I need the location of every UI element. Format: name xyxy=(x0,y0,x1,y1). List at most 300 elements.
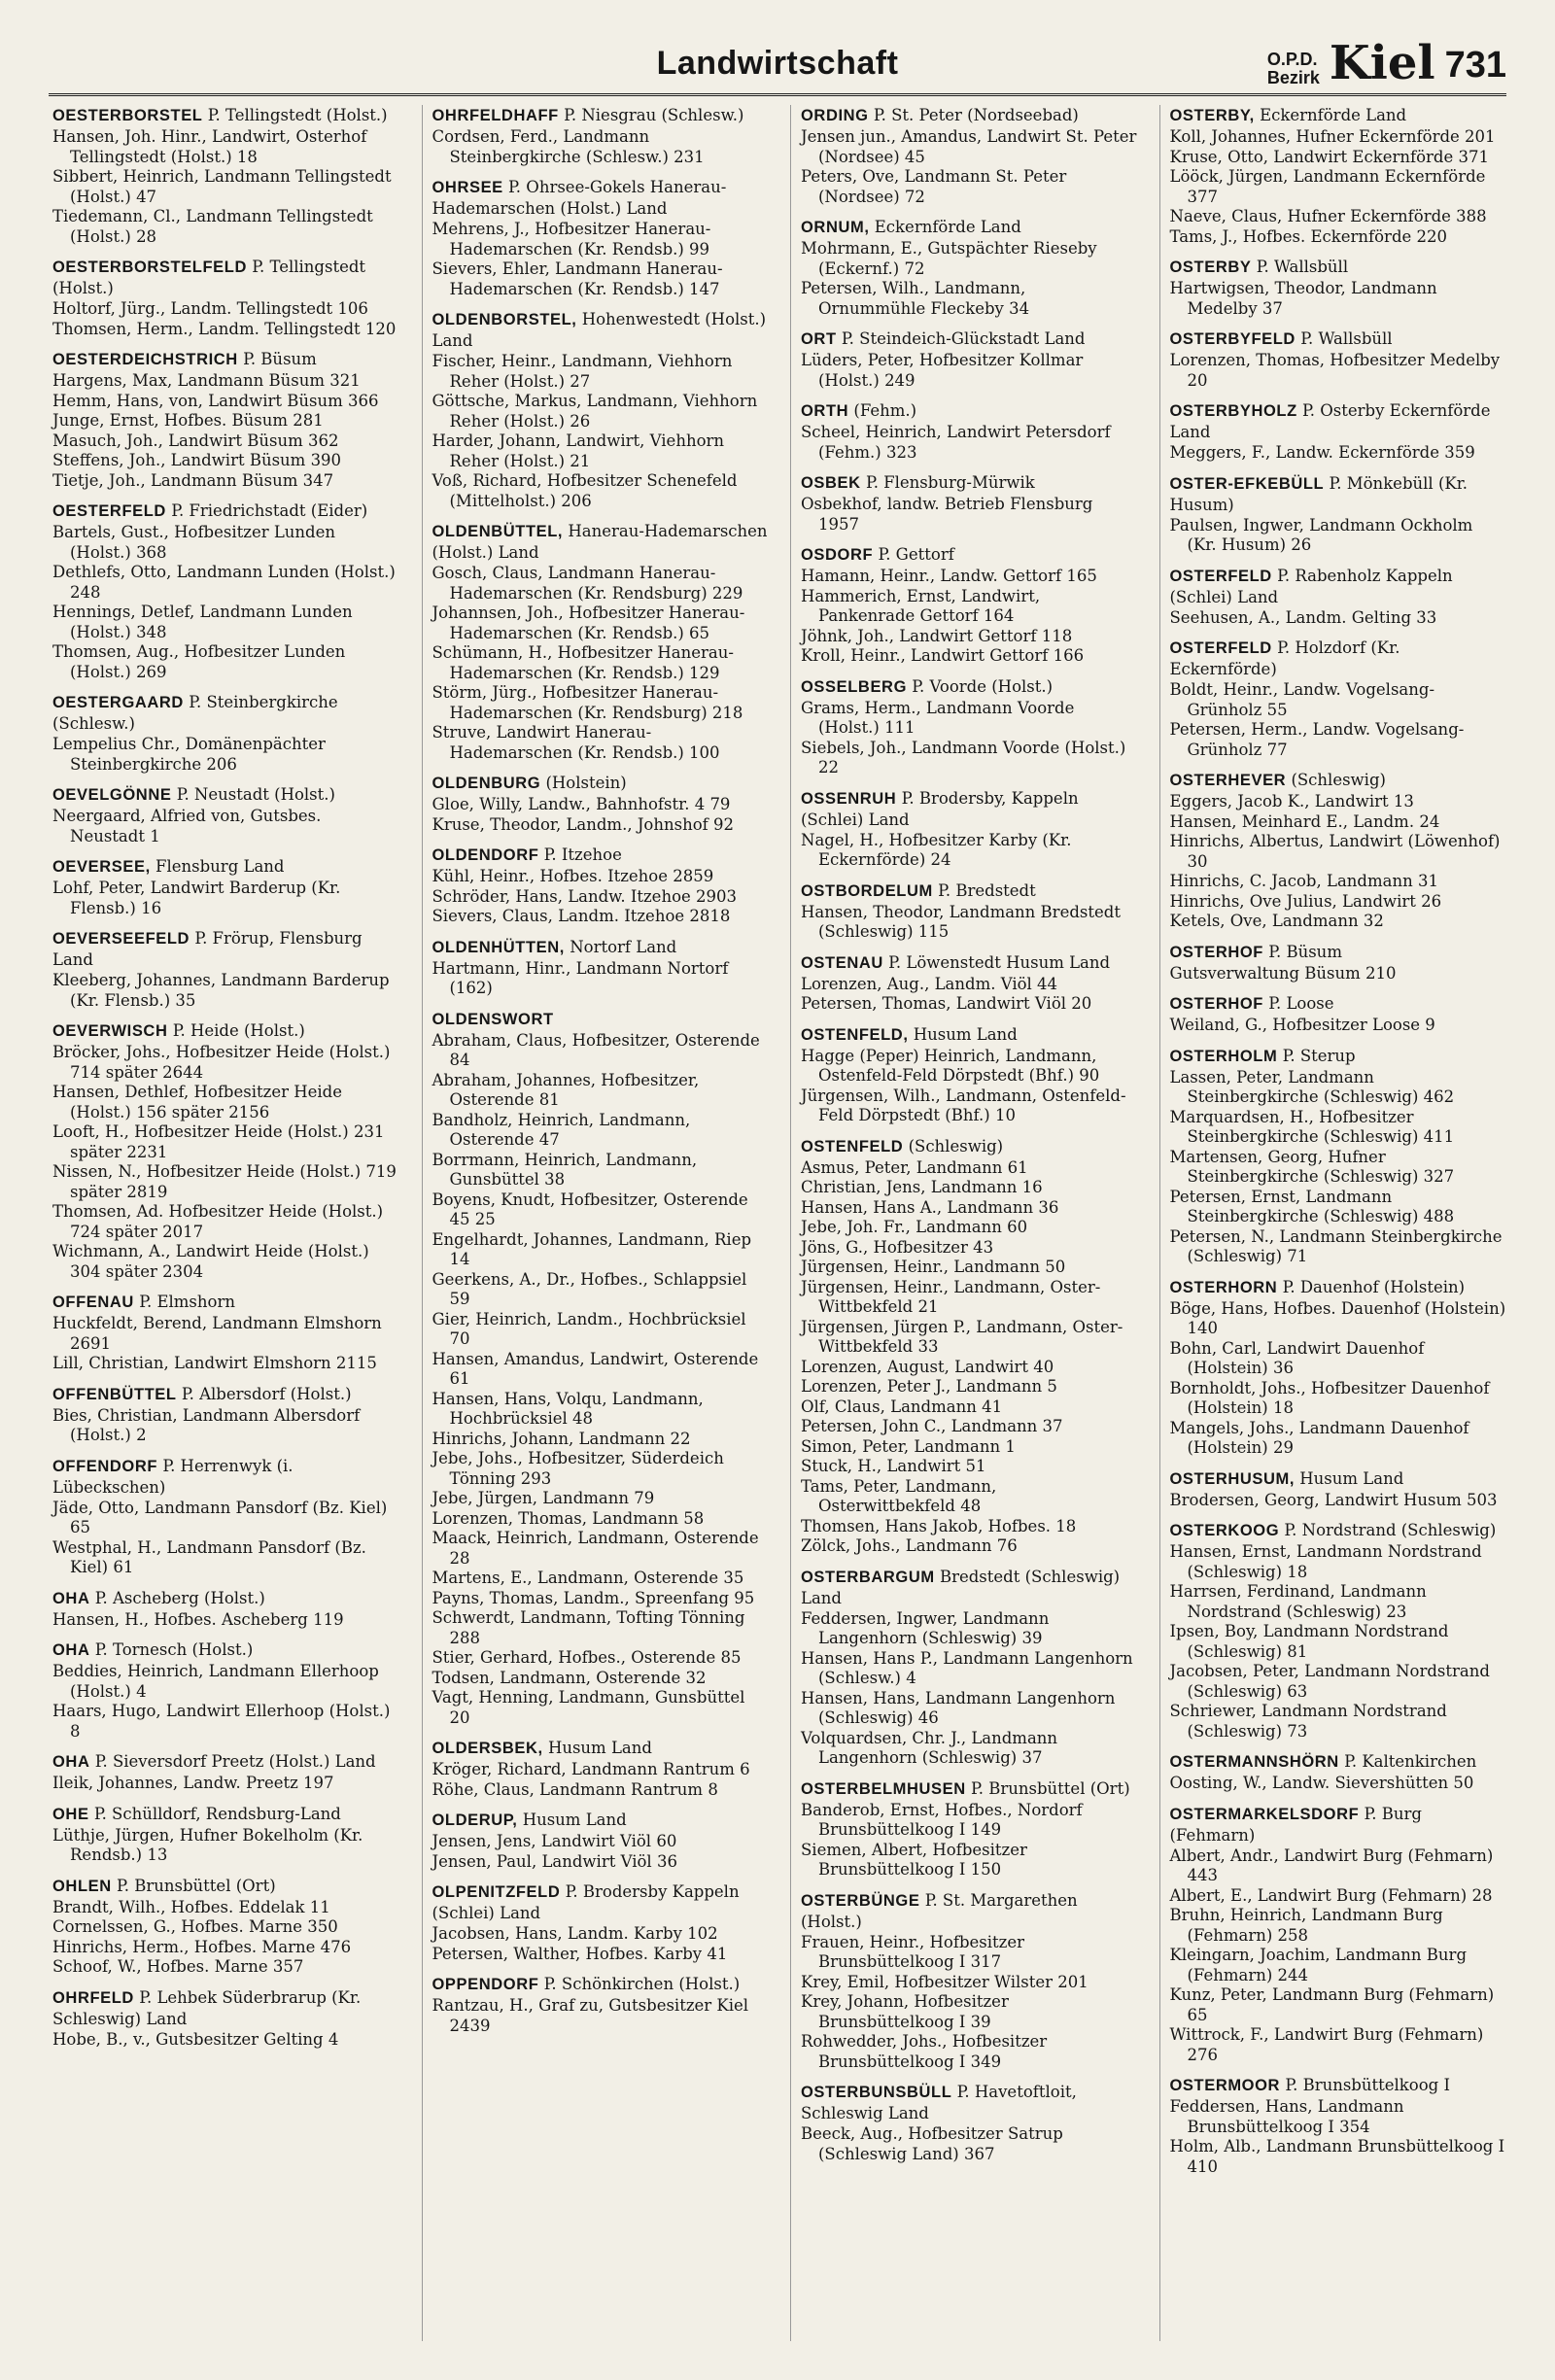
directory-entry: Scheel, Heinrich, Landwirt Petersdorf (Fehm.) 323 xyxy=(801,423,1116,462)
place-section xyxy=(1170,993,1507,1036)
directory-entry: Jacobsen, Peter, Landmann Nordstrand (Schleswig) 63 xyxy=(1169,1662,1496,1701)
place-name: OLDENBORSTEL, xyxy=(432,311,577,328)
directory-entry: Fischer, Heinr., Landmann, Viehhorn Reher (Holst.) 27 xyxy=(432,352,738,391)
place-section xyxy=(1170,1046,1507,1267)
directory-entry: Ileik, Johannes, Landw. Preetz 197 xyxy=(52,1774,334,1792)
place-section xyxy=(52,928,400,1011)
place-heading xyxy=(432,937,770,958)
directory-entry: Cordsen, Ferd., Landmann Steinbergkirche (Schlesw.) 231 xyxy=(432,127,705,166)
place-section xyxy=(801,952,1138,1015)
directory-entry: Vagt, Henning, Landmann, Gunsbüttel 20 xyxy=(432,1688,750,1727)
directory-entry: Hansen, Meinhard E., Landm. 24 xyxy=(1169,811,1440,831)
directory-entry: Naeve, Claus, Hufner Eckernförde 388 xyxy=(1169,207,1487,225)
place-heading xyxy=(801,952,1138,974)
directory-entry: Abraham, Claus, Hofbesitzer, Osterende 84 xyxy=(432,1030,766,1069)
directory-entry: Struve, Landwirt Hanerau-Hademarschen (Kr. Rendsb.) 100 xyxy=(432,723,720,762)
directory-entry: Schoof, W., Hofbes. Marne 357 xyxy=(52,1957,304,1976)
directory-entry: Hinrichs, Albertus, Landwirt (Löwenhof) 30 xyxy=(1169,832,1505,871)
place-section xyxy=(432,105,770,167)
directory-entry: Hinrichs, Ove Julius, Landwirt 26 xyxy=(1169,891,1442,911)
place-name: OEVERSEE, xyxy=(52,858,151,876)
place-postal: P. Herrenwyk (i. Lübeckschen) xyxy=(52,1456,294,1497)
place-section xyxy=(432,177,770,299)
place-section xyxy=(432,309,770,511)
directory-entry: Geerkens, A., Dr., Hofbes., Schlappsiel 59 xyxy=(432,1269,752,1308)
place-postal: P. Büsum xyxy=(243,350,317,368)
directory-entry: Lorenzen, August, Landwirt 40 xyxy=(801,1357,1054,1376)
directory-entry: Petersen, Ernst, Landmann Steinbergkirche (Schleswig) 488 xyxy=(1169,1187,1455,1225)
directory-entry: Paulsen, Ingwer, Landmann Ockholm (Kr. Husum) 26 xyxy=(1169,515,1478,554)
directory-entry: Krey, Emil, Hofbesitzer Wilster 201 xyxy=(801,1972,1088,1991)
place-postal: P. Osterby Eckernförde Land xyxy=(1169,401,1491,441)
place-name: OSTERKOOG xyxy=(1169,1522,1280,1539)
place-section xyxy=(801,788,1138,871)
place-postal: (Fehm.) xyxy=(853,401,917,420)
place-section xyxy=(801,1136,1138,1557)
place-heading xyxy=(432,1009,770,1030)
directory-entry: Hansen, Hans A., Landmann 36 xyxy=(801,1197,1059,1217)
place-name: OEVELGÖNNE xyxy=(52,786,172,804)
directory-entry: Kruse, Otto, Landwirt Eckernförde 371 xyxy=(1169,147,1489,166)
place-section xyxy=(52,1987,400,2051)
place-name: OLDERUP, xyxy=(432,1811,518,1829)
directory-entry: Hartwigsen, Theodor, Landmann Medelby 37 xyxy=(1169,279,1442,318)
place-name: OHA xyxy=(52,1589,90,1607)
directory-entry: Meggers, F., Landw. Eckernförde 359 xyxy=(1169,443,1475,462)
directory-entry: Borrmann, Heinrich, Landmann, Gunsbüttel 38 xyxy=(432,1150,703,1189)
place-section xyxy=(801,544,1138,667)
place-postal: P. Tellingstedt (Holst.) xyxy=(52,258,366,297)
place-section xyxy=(432,1810,770,1872)
place-section xyxy=(1170,1520,1507,1742)
directory-entry: Feddersen, Hans, Landmann Brunsbüttelkoog I 354 xyxy=(1169,2097,1409,2136)
place-heading xyxy=(1170,400,1507,442)
directory-entry: Hobe, B., v., Gutsbesitzer Gelting 4 xyxy=(52,2029,339,2049)
place-postal: Eckernförde Land xyxy=(874,218,1021,236)
directory-entry: Dethlefs, Otto, Landmann Lunden (Holst.) 248 xyxy=(52,563,401,602)
directory-entry: Kühl, Heinr., Hofbes. Itzehoe 2859 xyxy=(432,867,714,885)
place-name: OSTERHOF xyxy=(1169,943,1263,961)
directory-entry: Stier, Gerhard, Hofbes., Osterende 85 xyxy=(432,1648,742,1667)
place-heading xyxy=(1170,993,1507,1015)
directory-entry: Grams, Herm., Landmann Voorde (Holst.) 111 xyxy=(801,698,1080,737)
place-name: ORDING xyxy=(801,107,869,124)
place-heading xyxy=(801,400,1138,422)
directory-entry: Hinrichs, Johann, Landmann 22 xyxy=(432,1429,691,1448)
place-postal: P. Niesgrau (Schlesw.) xyxy=(564,106,744,124)
directory-entry: Stuck, H., Landwirt 51 xyxy=(801,1457,986,1475)
column-1 xyxy=(52,105,400,2341)
place-section xyxy=(52,1456,400,1578)
directory-entry: Lorenzen, Peter J., Landmann 5 xyxy=(801,1377,1057,1396)
place-name: OSTERHEVER xyxy=(1169,772,1287,789)
directory-entry: Lohf, Peter, Landwirt Barderup (Kr. Flensb.) 16 xyxy=(52,879,346,917)
place-postal: P. Flensburg-Mürwik xyxy=(865,473,1035,492)
place-name: OSDORF xyxy=(801,546,874,564)
directory-entry: Harrsen, Ferdinand, Landmann Nordstrand (Schleswig) 23 xyxy=(1169,1582,1432,1621)
directory-entry: Rohwedder, Johs., Hofbesitzer Brunsbüttelkoog I 349 xyxy=(801,2032,1053,2071)
place-postal: Eckernförde Land xyxy=(1260,106,1407,124)
place-postal: P. Lehbek Süderbrarup (Kr. Schleswig) Land xyxy=(52,1987,362,2028)
directory-entry: Jürgensen, Jürgen P., Landmann, Oster-Wittbekfeld 33 xyxy=(801,1317,1123,1356)
place-postal: P. Sterup xyxy=(1282,1046,1356,1065)
directory-entry: Nissen, N., Hofbesitzer Heide (Holst.) 719 später 2819 xyxy=(52,1162,402,1201)
directory-entry: Jacobsen, Hans, Landm. Karby 102 xyxy=(432,1924,718,1943)
place-heading xyxy=(801,472,1138,494)
directory-entry: Christian, Jens, Landmann 16 xyxy=(801,1178,1043,1196)
place-postal: Husum Land xyxy=(1299,1468,1404,1488)
directory-entry: Mangels, Johs., Landmann Dauenhof (Holstein) 29 xyxy=(1169,1418,1474,1457)
place-postal: P. Gettorf xyxy=(878,545,954,564)
directory-entry: Lassen, Peter, Landmann Steinbergkirche (Schleswig) 462 xyxy=(1169,1067,1455,1106)
place-heading xyxy=(801,105,1138,126)
place-postal: (Holstein) xyxy=(545,774,627,792)
column-2 xyxy=(422,105,770,2341)
directory-entry: Thomsen, Herm., Landm. Tellingstedt 120 xyxy=(52,319,397,338)
place-name: OSTERBARGUM xyxy=(801,1568,935,1586)
place-heading xyxy=(1170,1046,1507,1067)
directory-entry: Tiedemann, Cl., Landmann Tellingstedt (Holst.) 28 xyxy=(52,207,379,246)
directory-entry: Kroll, Heinr., Landwirt Gettorf 166 xyxy=(801,646,1085,665)
place-postal: P. Elmshorn xyxy=(139,1293,235,1311)
place-heading xyxy=(52,1987,400,2029)
place-postal: P. Wallsbüll xyxy=(1300,329,1393,348)
directory-entry: Simon, Peter, Landmann 1 xyxy=(801,1436,1016,1456)
place-name: OSTERBYFELD xyxy=(1169,330,1296,348)
directory-entry: Tietje, Joh., Landmann Büsum 347 xyxy=(52,470,334,490)
directory-entry: Sievers, Claus, Landm. Itzehoe 2818 xyxy=(432,907,731,925)
place-heading xyxy=(1170,105,1507,126)
place-name: OESTERBORSTEL xyxy=(52,107,203,124)
place-name: OFFENAU xyxy=(52,1293,134,1311)
place-heading xyxy=(52,105,400,126)
page-header xyxy=(49,36,1506,96)
directory-entry: Lempelius Chr., Domänenpächter Steinbergkirche 206 xyxy=(52,735,331,774)
directory-entry: Sievers, Ehler, Landmann Hanerau-Hademarschen (Kr. Rendsb.) 147 xyxy=(432,259,723,298)
place-section xyxy=(1170,400,1507,464)
place-postal: P. Büsum xyxy=(1268,942,1342,961)
place-heading xyxy=(801,676,1138,698)
directory-entry: Holtorf, Jürg., Landm. Tellingstedt 106 xyxy=(52,299,368,318)
directory-entry: Marquardsen, H., Hofbesitzer Steinbergkirche (Schleswig) 411 xyxy=(1169,1107,1455,1146)
place-postal: P. Rabenholz Kappeln (Schlei) Land xyxy=(1169,566,1453,606)
place-section xyxy=(432,1881,770,1964)
directory-entry: Hinrichs, Herm., Hofbes. Marne 476 xyxy=(52,1937,352,1956)
place-heading xyxy=(801,217,1138,238)
directory-entry: Böge, Hans, Hofbes. Dauenhof (Holstein) 140 xyxy=(1169,1298,1511,1337)
place-name: OHE xyxy=(52,1805,89,1823)
place-name: OPPENDORF xyxy=(432,1976,539,1993)
place-postal: P. Steindeich-Glückstadt Land xyxy=(841,329,1086,348)
directory-entry: Cornelssen, G., Hofbes. Marne 350 xyxy=(52,1917,338,1936)
place-heading xyxy=(432,105,770,126)
place-heading xyxy=(801,328,1138,350)
directory-entry: Thomsen, Ad. Hofbesitzer Heide (Holst.) 724 später 2017 xyxy=(52,1202,389,1241)
directory-entry: Neergaard, Alfried von, Gutsbes. Neustadt 1 xyxy=(52,807,327,845)
place-postal: P. Brunsbüttelkoog I xyxy=(1285,2076,1450,2094)
directory-entry: Hartmann, Hinr., Landmann Nortorf (162) xyxy=(432,958,734,997)
place-section xyxy=(52,856,400,918)
directory-entry: Johannsen, Joh., Hofbesitzer Hanerau-Hademarschen (Kr. Rendsb.) 65 xyxy=(432,604,745,642)
directory-entry: Bornholdt, Johs., Hofbesitzer Dauenhof (Holstein) 18 xyxy=(1169,1378,1495,1417)
directory-entry: Seehusen, A., Landm. Gelting 33 xyxy=(1169,607,1437,627)
place-heading xyxy=(801,2082,1138,2123)
directory-entry: Krey, Johann, Hofbesitzer Brunsbüttelkoog I 39 xyxy=(801,1992,1015,2031)
directory-entry: Kruse, Theodor, Landm., Johnshof 92 xyxy=(432,814,734,834)
place-name: OSTERHUSUM, xyxy=(1169,1469,1296,1488)
place-name: OLDENDORF xyxy=(432,846,539,864)
directory-entry: Ketels, Ove, Landmann 32 xyxy=(1169,912,1384,930)
directory-entry: Hansen, Hans P., Landmann Langenhorn (Schlesw.) 4 xyxy=(801,1648,1138,1687)
place-name: OSTERBÜNGE xyxy=(801,1891,920,1910)
place-section xyxy=(52,1588,400,1631)
directory-entry: Hansen, Dethlef, Hofbesitzer Heide (Holst.) 156 später 2156 xyxy=(52,1083,348,1121)
place-section xyxy=(801,472,1138,535)
place-heading xyxy=(1170,770,1507,791)
directory-entry: Schröder, Hans, Landw. Itzehoe 2903 xyxy=(432,886,737,906)
place-postal: P. Dauenhof (Holstein) xyxy=(1282,1277,1466,1296)
directory-entry: Banderob, Ernst, Hofbes., Nordorf Brunsbüttelkoog I 149 xyxy=(801,1800,1088,1839)
place-name: OSTERHOLM xyxy=(1169,1047,1278,1065)
place-heading xyxy=(801,544,1138,566)
directory-entry: Hansen, Amandus, Landwirt, Osterende 61 xyxy=(432,1349,764,1388)
directory-entry: Feddersen, Ingwer, Landmann Langenhorn (Schleswig) 39 xyxy=(801,1608,1054,1647)
place-name: OSTER-EFKEBÜLL xyxy=(1169,474,1325,493)
directory-entry: Koll, Johannes, Hufner Eckernförde 201 xyxy=(1169,127,1496,146)
place-heading xyxy=(432,309,770,351)
place-postal: P. Schönkirchen (Holst.) xyxy=(543,1975,741,1993)
place-heading xyxy=(52,1292,400,1313)
directory-entry: Kunz, Peter, Landmann Burg (Fehmarn) 65 xyxy=(1169,1985,1500,2024)
directory-entry: Hansen, Theodor, Landmann Bredstedt (Schleswig) 115 xyxy=(801,902,1126,941)
place-postal: P. Heide (Holst.) xyxy=(172,1021,305,1040)
directory-entry: Lill, Christian, Landwirt Elmshorn 2115 xyxy=(52,1354,377,1372)
place-name: OSSENRUH xyxy=(801,789,897,808)
directory-entry: Siemen, Albert, Hofbesitzer Brunsbüttelkoog I 150 xyxy=(801,1840,1033,1879)
place-section xyxy=(801,400,1138,463)
place-heading xyxy=(1170,942,1507,963)
place-postal: P. Voorde (Holst.) xyxy=(912,676,1054,696)
place-name: OSTERHORN xyxy=(1169,1278,1278,1296)
place-postal: Nortorf Land xyxy=(570,937,677,956)
place-section xyxy=(1170,257,1507,319)
place-heading xyxy=(1170,328,1507,350)
directory-entry: Lorenzen, Thomas, Hofbesitzer Medelby 20 xyxy=(1169,351,1505,390)
directory-entry: Maack, Heinrich, Landmann, Osterende 28 xyxy=(432,1529,764,1568)
directory-entry: Olf, Claus, Landmann 41 xyxy=(801,1397,1003,1416)
place-postal: P. St. Margarethen (Holst.) xyxy=(801,1890,1078,1931)
directory-entry: Looft, H., Hofbesitzer Heide (Holst.) 231 später 2231 xyxy=(52,1122,390,1161)
place-heading xyxy=(52,1876,400,1897)
directory-entry: Masuch, Joh., Landwirt Büsum 362 xyxy=(52,431,339,450)
place-heading xyxy=(1170,566,1507,607)
directory-entry: Siebels, Joh., Landmann Voorde (Holst.) 22 xyxy=(801,738,1131,776)
place-heading xyxy=(52,500,400,522)
place-section xyxy=(1170,473,1507,556)
place-name: OHRFELD xyxy=(52,1988,134,2007)
place-heading xyxy=(52,692,400,734)
directory-entry: Gutsverwaltung Büsum 210 xyxy=(1169,963,1397,983)
place-name: OLDENSWORT xyxy=(432,1010,554,1028)
directory-entry: Lorenzen, Aug., Landm. Viöl 44 xyxy=(801,974,1058,993)
directory-entry: Schümann, H., Hofbesitzer Hanerau-Hademarschen (Kr. Rendsb.) 129 xyxy=(432,643,734,682)
directory-entry: Lorenzen, Thomas, Landmann 58 xyxy=(432,1508,705,1528)
directory-entry: Hansen, H., Hofbes. Ascheberg 119 xyxy=(52,1609,344,1629)
place-section xyxy=(432,773,770,835)
place-name: OFFENDORF xyxy=(52,1457,158,1475)
directory-entry: Lööck, Jürgen, Landmann Eckernförde 377 xyxy=(1169,167,1491,206)
place-section xyxy=(801,676,1138,778)
place-heading xyxy=(1170,1277,1507,1298)
directory-entry: Zölck, Johs., Landmann 76 xyxy=(801,1536,1018,1555)
place-name: OSTBORDELUM xyxy=(801,881,933,900)
place-heading xyxy=(52,1588,400,1609)
directory-entry: Röhe, Claus, Landmann Rantrum 8 xyxy=(432,1779,718,1799)
place-name: OFFENBÜTTEL xyxy=(52,1385,177,1403)
directory-entry: Abraham, Johannes, Hofbesitzer, Osterende 81 xyxy=(432,1070,705,1109)
directory-entry: Jöns, G., Hofbesitzer 43 xyxy=(801,1237,994,1257)
directory-entry: Peters, Ove, Landmann St. Peter (Nordsee) 72 xyxy=(801,167,1072,206)
place-heading xyxy=(52,1751,400,1773)
place-heading xyxy=(801,1778,1138,1800)
directory-entry: Hagge (Peper) Heinrich, Landmann, Ostenfeld-Feld Dörpstedt (Bhf.) 90 xyxy=(801,1046,1102,1085)
directory-entry: Boyens, Knudt, Hofbesitzer, Osterende 45 25 xyxy=(432,1190,753,1228)
place-section xyxy=(1170,105,1507,247)
place-section xyxy=(52,1751,400,1794)
place-section xyxy=(432,1738,770,1800)
place-name: OSTERHOF xyxy=(1169,995,1263,1013)
place-heading xyxy=(432,845,770,866)
place-postal: P. Ohrsee-Gokels Hanerau-Hademarschen (Holst.) Land xyxy=(432,178,727,218)
place-name: OLDERSBEK, xyxy=(432,1740,543,1757)
place-section xyxy=(801,1024,1138,1126)
directory-entry: Brodersen, Georg, Landwirt Husum 503 xyxy=(1169,1490,1498,1509)
directory-columns xyxy=(52,105,1511,2341)
place-section xyxy=(801,105,1142,207)
place-section xyxy=(52,1020,400,1282)
directory-entry: Petersen, N., Landmann Steinbergkirche (Schleswig) 71 xyxy=(1169,1226,1507,1265)
directory-entry: Frauen, Heinr., Hofbesitzer Brunsbüttelkoog I 317 xyxy=(801,1932,1030,1971)
place-section xyxy=(432,845,770,927)
place-heading xyxy=(1170,1751,1507,1773)
directory-entry: Petersen, John C., Landmann 37 xyxy=(801,1417,1063,1435)
place-name: OSTERMANNSHÖRN xyxy=(1169,1753,1339,1771)
place-postal: Hanerau-Hademarschen (Holst.) Land xyxy=(432,522,768,562)
place-heading xyxy=(52,349,400,370)
place-heading xyxy=(1170,2075,1507,2096)
place-heading xyxy=(801,1136,1138,1157)
place-name: OLDENBURG xyxy=(432,775,541,792)
place-section xyxy=(1170,328,1507,391)
place-name: OESTERFELD xyxy=(52,502,166,520)
place-heading xyxy=(52,1804,400,1825)
directory-entry: Mehrens, J., Hofbesitzer Hanerau-Hademarschen (Kr. Rendsb.) 99 xyxy=(432,220,711,259)
directory-entry: Tams, J., Hofbes. Eckernförde 220 xyxy=(1169,226,1448,246)
place-heading xyxy=(1170,1468,1507,1490)
place-heading xyxy=(52,784,400,806)
directory-entry: Jebe, Joh. Fr., Landmann 60 xyxy=(801,1218,1028,1236)
directory-entry: Bies, Christian, Landmann Albersdorf (Holst.) 2 xyxy=(52,1405,365,1444)
place-postal: P. Brunsbüttel (Ort) xyxy=(117,1876,276,1895)
directory-entry: Gloe, Willy, Landw., Bahnhofstr. 4 79 xyxy=(432,795,731,813)
place-heading xyxy=(801,788,1138,830)
place-postal: P. Albersdorf (Holst.) xyxy=(181,1384,352,1403)
place-postal: P. Wallsbüll xyxy=(1256,258,1349,276)
place-section xyxy=(1170,1751,1507,1794)
place-heading xyxy=(432,1738,770,1759)
directory-entry: Kleingarn, Joachim, Landmann Burg (Fehmarn) 244 xyxy=(1169,1946,1472,1984)
directory-entry: Sibbert, Heinrich, Landmann Tellingstedt (Holst.) 47 xyxy=(52,167,397,206)
directory-entry: Jensen, Jens, Landwirt Viöl 60 xyxy=(432,1832,677,1850)
directory-entry: Tams, Peter, Landmann, Osterwittbekfeld 48 xyxy=(801,1476,1002,1515)
place-section xyxy=(801,1778,1138,1880)
directory-entry: Eggers, Jacob K., Landwirt 13 xyxy=(1169,792,1414,811)
place-section xyxy=(801,328,1138,391)
place-section xyxy=(432,521,770,763)
place-postal: Hohenwestedt (Holst.) Land xyxy=(432,310,767,350)
directory-entry: Harder, Johann, Landwirt, Viehhorn Reher (Holst.) 21 xyxy=(432,431,730,470)
place-section xyxy=(1170,566,1507,629)
directory-entry: Lüthje, Jürgen, Hufner Bokelholm (Kr. Rendsb.) 13 xyxy=(52,1825,368,1864)
directory-entry: Kleeberg, Johannes, Landmann Barderup (Kr. Flensb.) 35 xyxy=(52,971,395,1010)
place-heading xyxy=(52,257,400,298)
directory-entry: Petersen, Walther, Hofbes. Karby 41 xyxy=(432,1944,728,1963)
directory-entry: Bröcker, Johs., Hofbesitzer Heide (Holst.) 714 später 2644 xyxy=(52,1043,396,1082)
place-heading xyxy=(52,1639,400,1661)
place-name: OSTERMOOR xyxy=(1169,2077,1281,2094)
directory-entry: Jensen, Paul, Landwirt Viöl 36 xyxy=(432,1851,677,1871)
directory-entry: Jebe, Jürgen, Landmann 79 xyxy=(432,1489,655,1507)
directory-entry: Jäde, Otto, Landmann Pansdorf (Bz. Kiel) 65 xyxy=(52,1498,393,1536)
directory-entry: Ipsen, Boy, Landmann Nordstrand (Schleswig) 81 xyxy=(1169,1622,1454,1661)
place-name: OLDENHÜTTEN, xyxy=(432,938,565,956)
directory-entry: Gier, Heinrich, Landm., Hochbrücksiel 70 xyxy=(432,1309,751,1348)
place-heading xyxy=(1170,638,1507,679)
place-postal: P. Löwenstedt Husum Land xyxy=(888,952,1111,972)
place-postal: Flensburg Land xyxy=(156,857,285,876)
page-number: 731 xyxy=(1444,45,1506,86)
place-name: OHRFELDHAFF xyxy=(432,107,559,124)
place-section xyxy=(801,2082,1138,2164)
place-section xyxy=(801,1567,1138,1769)
place-name: OESTERBORSTELFELD xyxy=(52,259,247,276)
district-city: Kiel xyxy=(1329,36,1435,90)
place-postal: P. Bredstedt xyxy=(938,880,1036,900)
place-postal: P. Brunsbüttel (Ort) xyxy=(971,1778,1130,1798)
place-section xyxy=(52,1804,400,1866)
place-section xyxy=(52,1876,400,1978)
place-section xyxy=(1169,1277,1511,1459)
place-postal: P. Frörup, Flensburg Land xyxy=(52,929,363,969)
directory-entry: Hansen, Hans, Landmann Langenhorn (Schleswig) 46 xyxy=(801,1688,1121,1727)
directory-entry: Todsen, Landmann, Osterende 32 xyxy=(432,1668,707,1687)
section-title: Landwirtschaft xyxy=(656,45,899,82)
place-name: OSTERBYHOLZ xyxy=(1169,402,1297,420)
directory-entry: Gosch, Claus, Landmann Hanerau-Hademarschen (Kr. Rendsburg) 229 xyxy=(432,564,743,603)
directory-entry: Mohrmann, E., Gutspächter Rieseby (Eckernf.) 72 xyxy=(801,239,1102,278)
directory-entry: Junge, Ernst, Hofbes. Büsum 281 xyxy=(52,411,324,430)
place-name: OSTERMARKELSDORF xyxy=(1169,1805,1360,1823)
directory-entry: Bandholz, Heinrich, Landmann, Osterende 47 xyxy=(432,1110,696,1149)
place-section xyxy=(1170,942,1507,984)
place-postal: P. Loose xyxy=(1268,994,1334,1013)
place-name: OLPENITZFELD xyxy=(432,1883,561,1901)
place-postal: Bredstedt (Schleswig) Land xyxy=(801,1567,1121,1607)
place-postal: P. Brodersby, Kappeln (Schlei) Land xyxy=(801,788,1079,829)
place-name: OSTERBY xyxy=(1169,259,1252,276)
place-section xyxy=(52,784,400,846)
place-heading xyxy=(52,856,400,878)
